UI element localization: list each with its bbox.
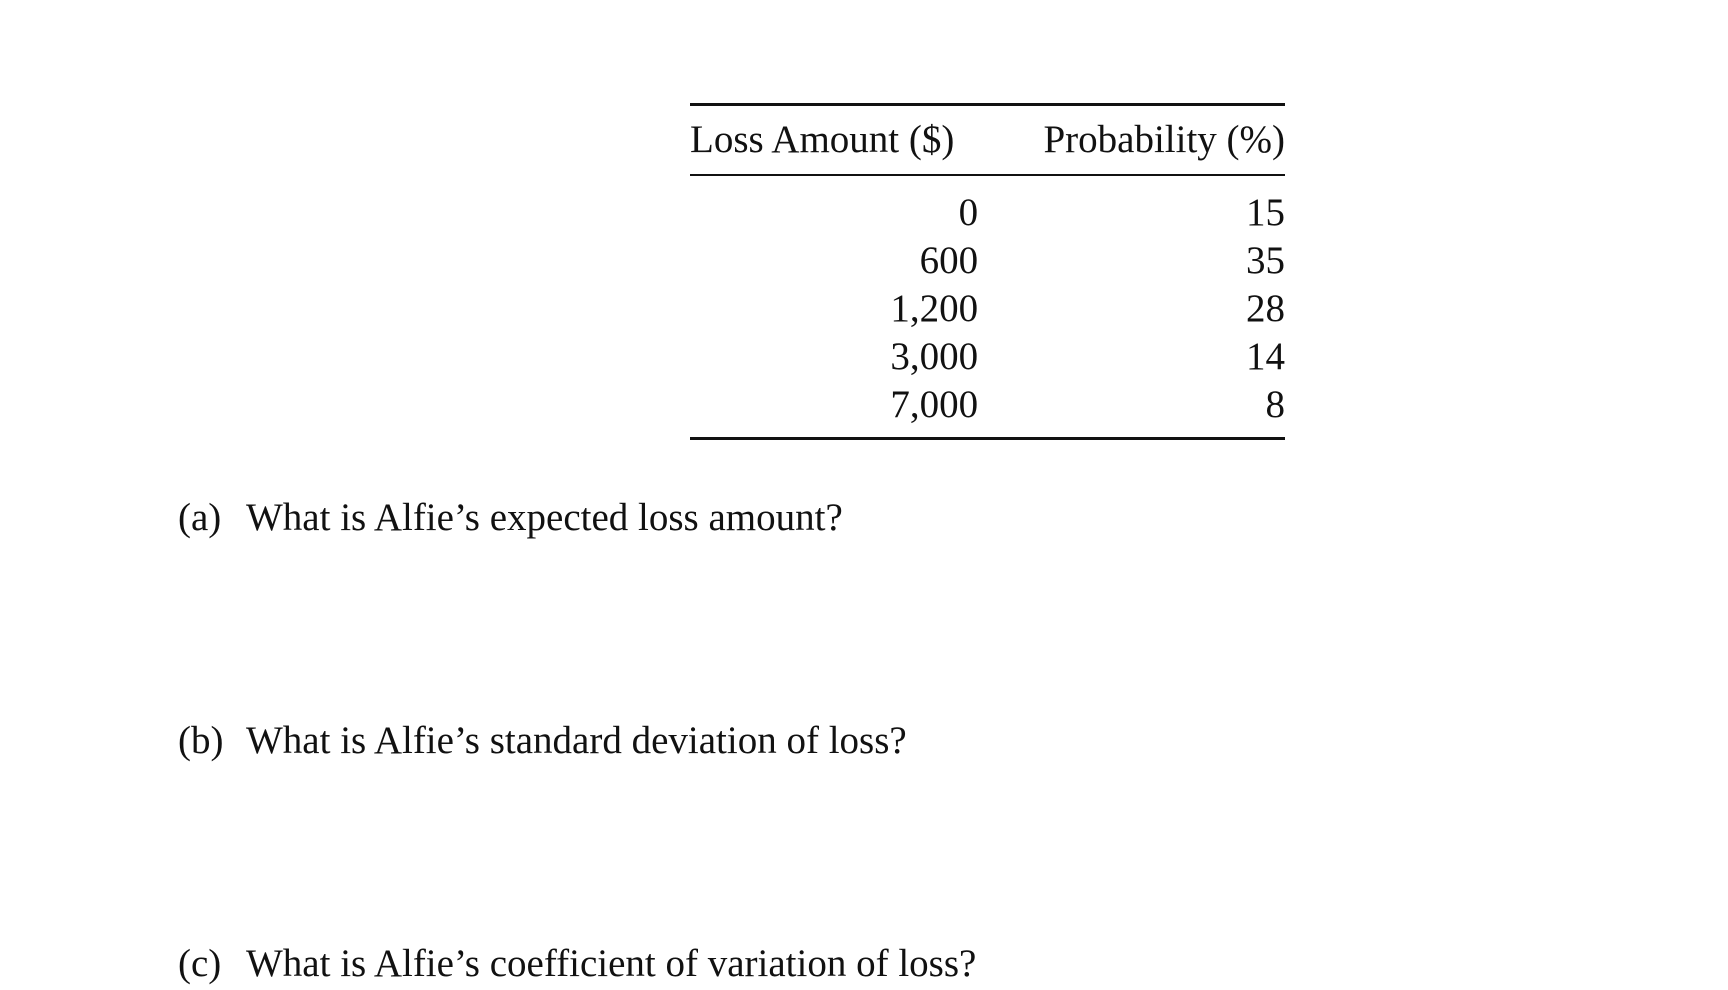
header-probability: Probability (%) [1043, 118, 1285, 161]
question-a [178, 494, 843, 542]
header-loss-amount: Loss Amount ($) [690, 118, 955, 161]
question-a-label: (a) [178, 496, 222, 539]
question-b-text: What is Alfie’s standard deviation of loss? [246, 719, 907, 762]
question-a-text: What is Alfie’s expected loss amount? [246, 496, 843, 539]
question-c-label: (c) [178, 942, 222, 985]
question-c-text: What is Alfie’s coefficient of variation of loss? [246, 942, 977, 985]
loss-cell: 3,000 [890, 335, 979, 378]
question-c [178, 940, 976, 988]
question-b [178, 717, 907, 765]
loss-distribution-table-container [690, 103, 1285, 440]
loss-cell: 7,000 [890, 383, 979, 426]
probability-cell: 35 [1246, 239, 1285, 282]
probability-cell: 28 [1246, 287, 1285, 330]
probability-cell: 8 [1265, 383, 1285, 426]
table-header [690, 105, 1285, 176]
table-body [690, 175, 1285, 439]
table-row [690, 237, 1285, 285]
table-row [690, 333, 1285, 381]
loss-cell: 600 [919, 239, 979, 282]
table-row [690, 381, 1285, 439]
probability-cell: 15 [1246, 191, 1285, 234]
table-header-row [690, 105, 1285, 176]
table-row [690, 175, 1285, 237]
question-b-label: (b) [178, 719, 224, 762]
loss-cell: 0 [958, 191, 979, 234]
loss-distribution-table [690, 103, 1285, 440]
probability-cell: 14 [1246, 335, 1285, 378]
loss-cell: 1,200 [890, 287, 979, 330]
table-row [690, 285, 1285, 333]
